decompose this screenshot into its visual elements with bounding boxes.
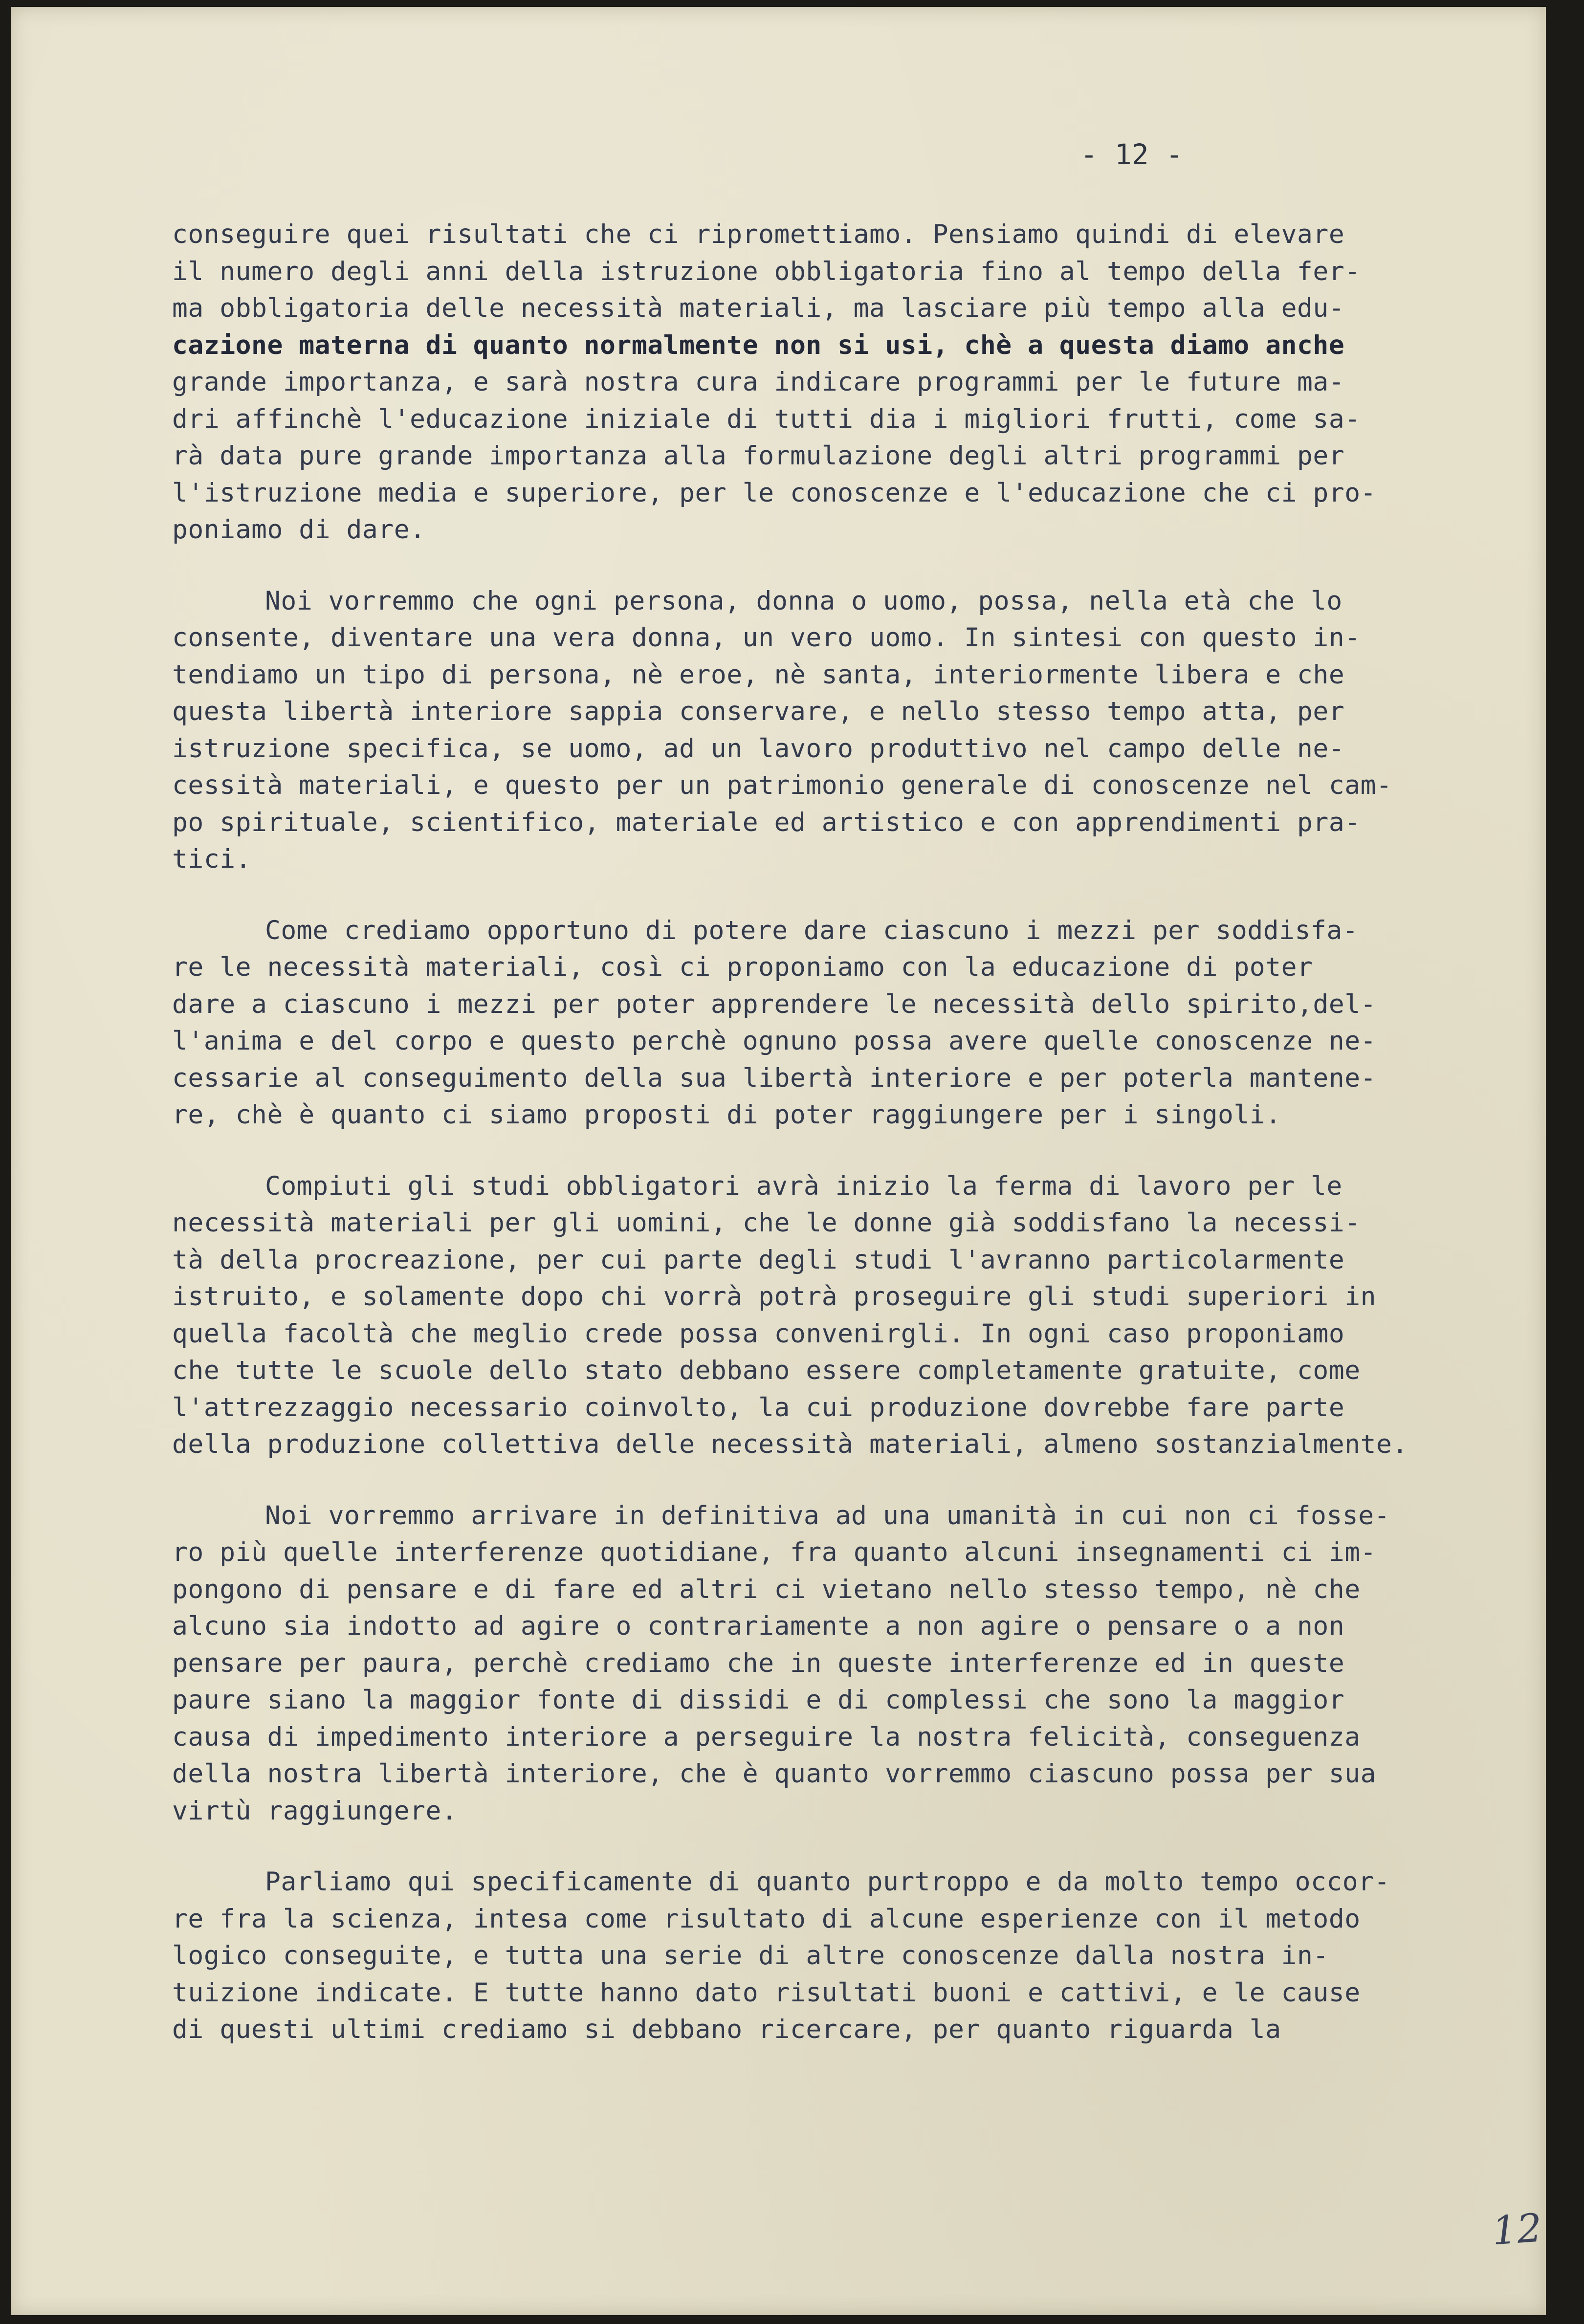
text-line: tuizione indicate. E tutte hanno dato risultati buoni e cattivi, e le cause [172,1977,1361,2008]
text-line: cessarie al conseguimento della sua libertà interiore e per poterla mantene- [172,1063,1377,1093]
text-line: causa di impedimento interiore a perseguire la nostra felicità, conseguenza [172,1722,1361,1752]
text-line: Noi vorremmo arrivare in definitiva ad una umanità in cui non ci fosse- [265,1500,1390,1531]
text-line: dare a ciascuno i mezzi per poter apprendere le necessità dello spirito,del- [172,989,1377,1019]
text-line: l'anima e del corpo e questo perchè ognuno possa avere quelle conoscenze ne- [172,1026,1377,1056]
text-line: istruzione specifica, se uomo, ad un lavoro produttivo nel campo delle ne- [172,733,1345,764]
paragraph-1 [172,216,1482,548]
text-line: Come crediamo opportuno di potere dare ciascuno i mezzi per soddisfa- [265,915,1359,945]
text-line: ro più quelle interferenze quotidiane, fra quanto alcuni insegnamenti ci im- [172,1537,1377,1567]
text-line: cessità materiali, e questo per un patrimonio generale di conoscenze nel cam- [172,770,1392,800]
text-line: poniamo di dare. [172,515,426,545]
text-line: della nostra libertà interiore, che è quanto vorremmo ciascuno possa per sua [172,1759,1377,1789]
text-line: conseguire quei risultati che ci ripromettiamo. Pensiamo quindi di elevare [172,219,1345,249]
text-line: quella facoltà che meglio crede possa convenirgli. In ogni caso proponiamo [172,1318,1345,1349]
text-line: il numero degli anni della istruzione obbligatoria fino al tempo della fer- [172,256,1361,286]
typewritten-page [11,7,1546,2315]
text-line: rà data pure grande importanza alla formulazione degli altri programmi per [172,441,1345,471]
text-line: l'istruzione media e superiore, per le conoscenze e l'educazione che ci pro- [172,478,1377,508]
text-line: cazione materna di quanto normalmente non si usi, chè a questa diamo anche [172,330,1345,360]
paragraph-3 [172,912,1482,1134]
paragraph-5 [172,1497,1482,1830]
text-line: che tutte le scuole dello stato debbano essere completamente gratuite, come [172,1356,1361,1385]
text-line: ma obbligatoria delle necessità materiali, ma lasciare più tempo alla edu- [172,293,1345,323]
text-line: re le necessità materiali, così ci proponiamo con la educazione di poter [172,952,1313,982]
text-line: re, chè è quanto ci siamo proposti di poter raggiungere per i singoli. [172,1100,1281,1130]
text-line: pensare per paura, perchè crediamo che in queste interferenze ed in queste [172,1648,1345,1678]
text-line: necessità materiali per gli uomini, che le donne già soddisfano la necessi- [172,1208,1361,1238]
text-line: paure siano la maggior fonte di dissidi e di complessi che sono la maggior [172,1685,1345,1715]
text-line: l'attrezzaggio necessario coinvolto, la cui produzione dovrebbe fare parte [172,1392,1345,1423]
text-line: logico conseguite, e tutta una serie di altre conoscenze dalla nostra in- [172,1941,1329,1971]
text-line: tendiamo un tipo di persona, nè eroe, nè santa, interiormente libera e che [172,659,1345,690]
text-line: virtù raggiungere. [172,1796,458,1826]
paragraph-4 [172,1168,1482,1463]
page-number-header: - 12 - [1080,138,1183,171]
text-line: istruito, e solamente dopo chi vorrà potrà proseguire gli studi superiori in [172,1282,1377,1312]
text-line: questa libertà interiore sappia conservare, e nello stesso tempo atta, per [172,697,1345,726]
text-line: re fra la scienza, intesa come risultato di alcune esperienze con il metodo [172,1904,1361,1934]
text-line: consente, diventare una vera donna, un vero uomo. In sintesi con questo in- [172,623,1361,653]
text-line: della produzione collettiva delle necessità materiali, almeno sostanzialmente. [172,1429,1408,1459]
paragraph-2 [172,583,1482,878]
text-line: dri affinchè l'educazione iniziale di tutti dia i migliori frutti, come sa- [172,404,1361,434]
text-line: Parliamo qui specificamente di quanto purtroppo e da molto tempo occor- [265,1867,1390,1897]
text-line: pongono di pensare e di fare ed altri ci vietano nello stesso tempo, nè che [172,1574,1361,1604]
text-line: grande importanza, e sarà nostra cura indicare programmi per le future ma- [172,367,1345,397]
page-body [172,216,1482,2048]
text-line: tà della procreazione, per cui parte degli studi l'avranno particolarmente [172,1245,1345,1275]
paragraph-6 [172,1864,1482,2048]
text-line: po spirituale, scientifico, materiale ed artistico e con apprendimenti pra- [172,807,1361,837]
handwritten-folio-number: 12 [1490,2205,1543,2254]
text-line: alcuno sia indotto ad agire o contrariamente a non agire o pensare o a non [172,1611,1345,1641]
text-line: Compiuti gli studi obbligatori avrà inizio la ferma di lavoro per le [265,1171,1342,1201]
text-line: tici. [172,844,252,874]
text-line: Noi vorremmo che ogni persona, donna o uomo, possa, nella età che lo [265,586,1342,616]
text-line: di questi ultimi crediamo si debbano ricercare, per quanto riguarda la [172,2015,1281,2044]
